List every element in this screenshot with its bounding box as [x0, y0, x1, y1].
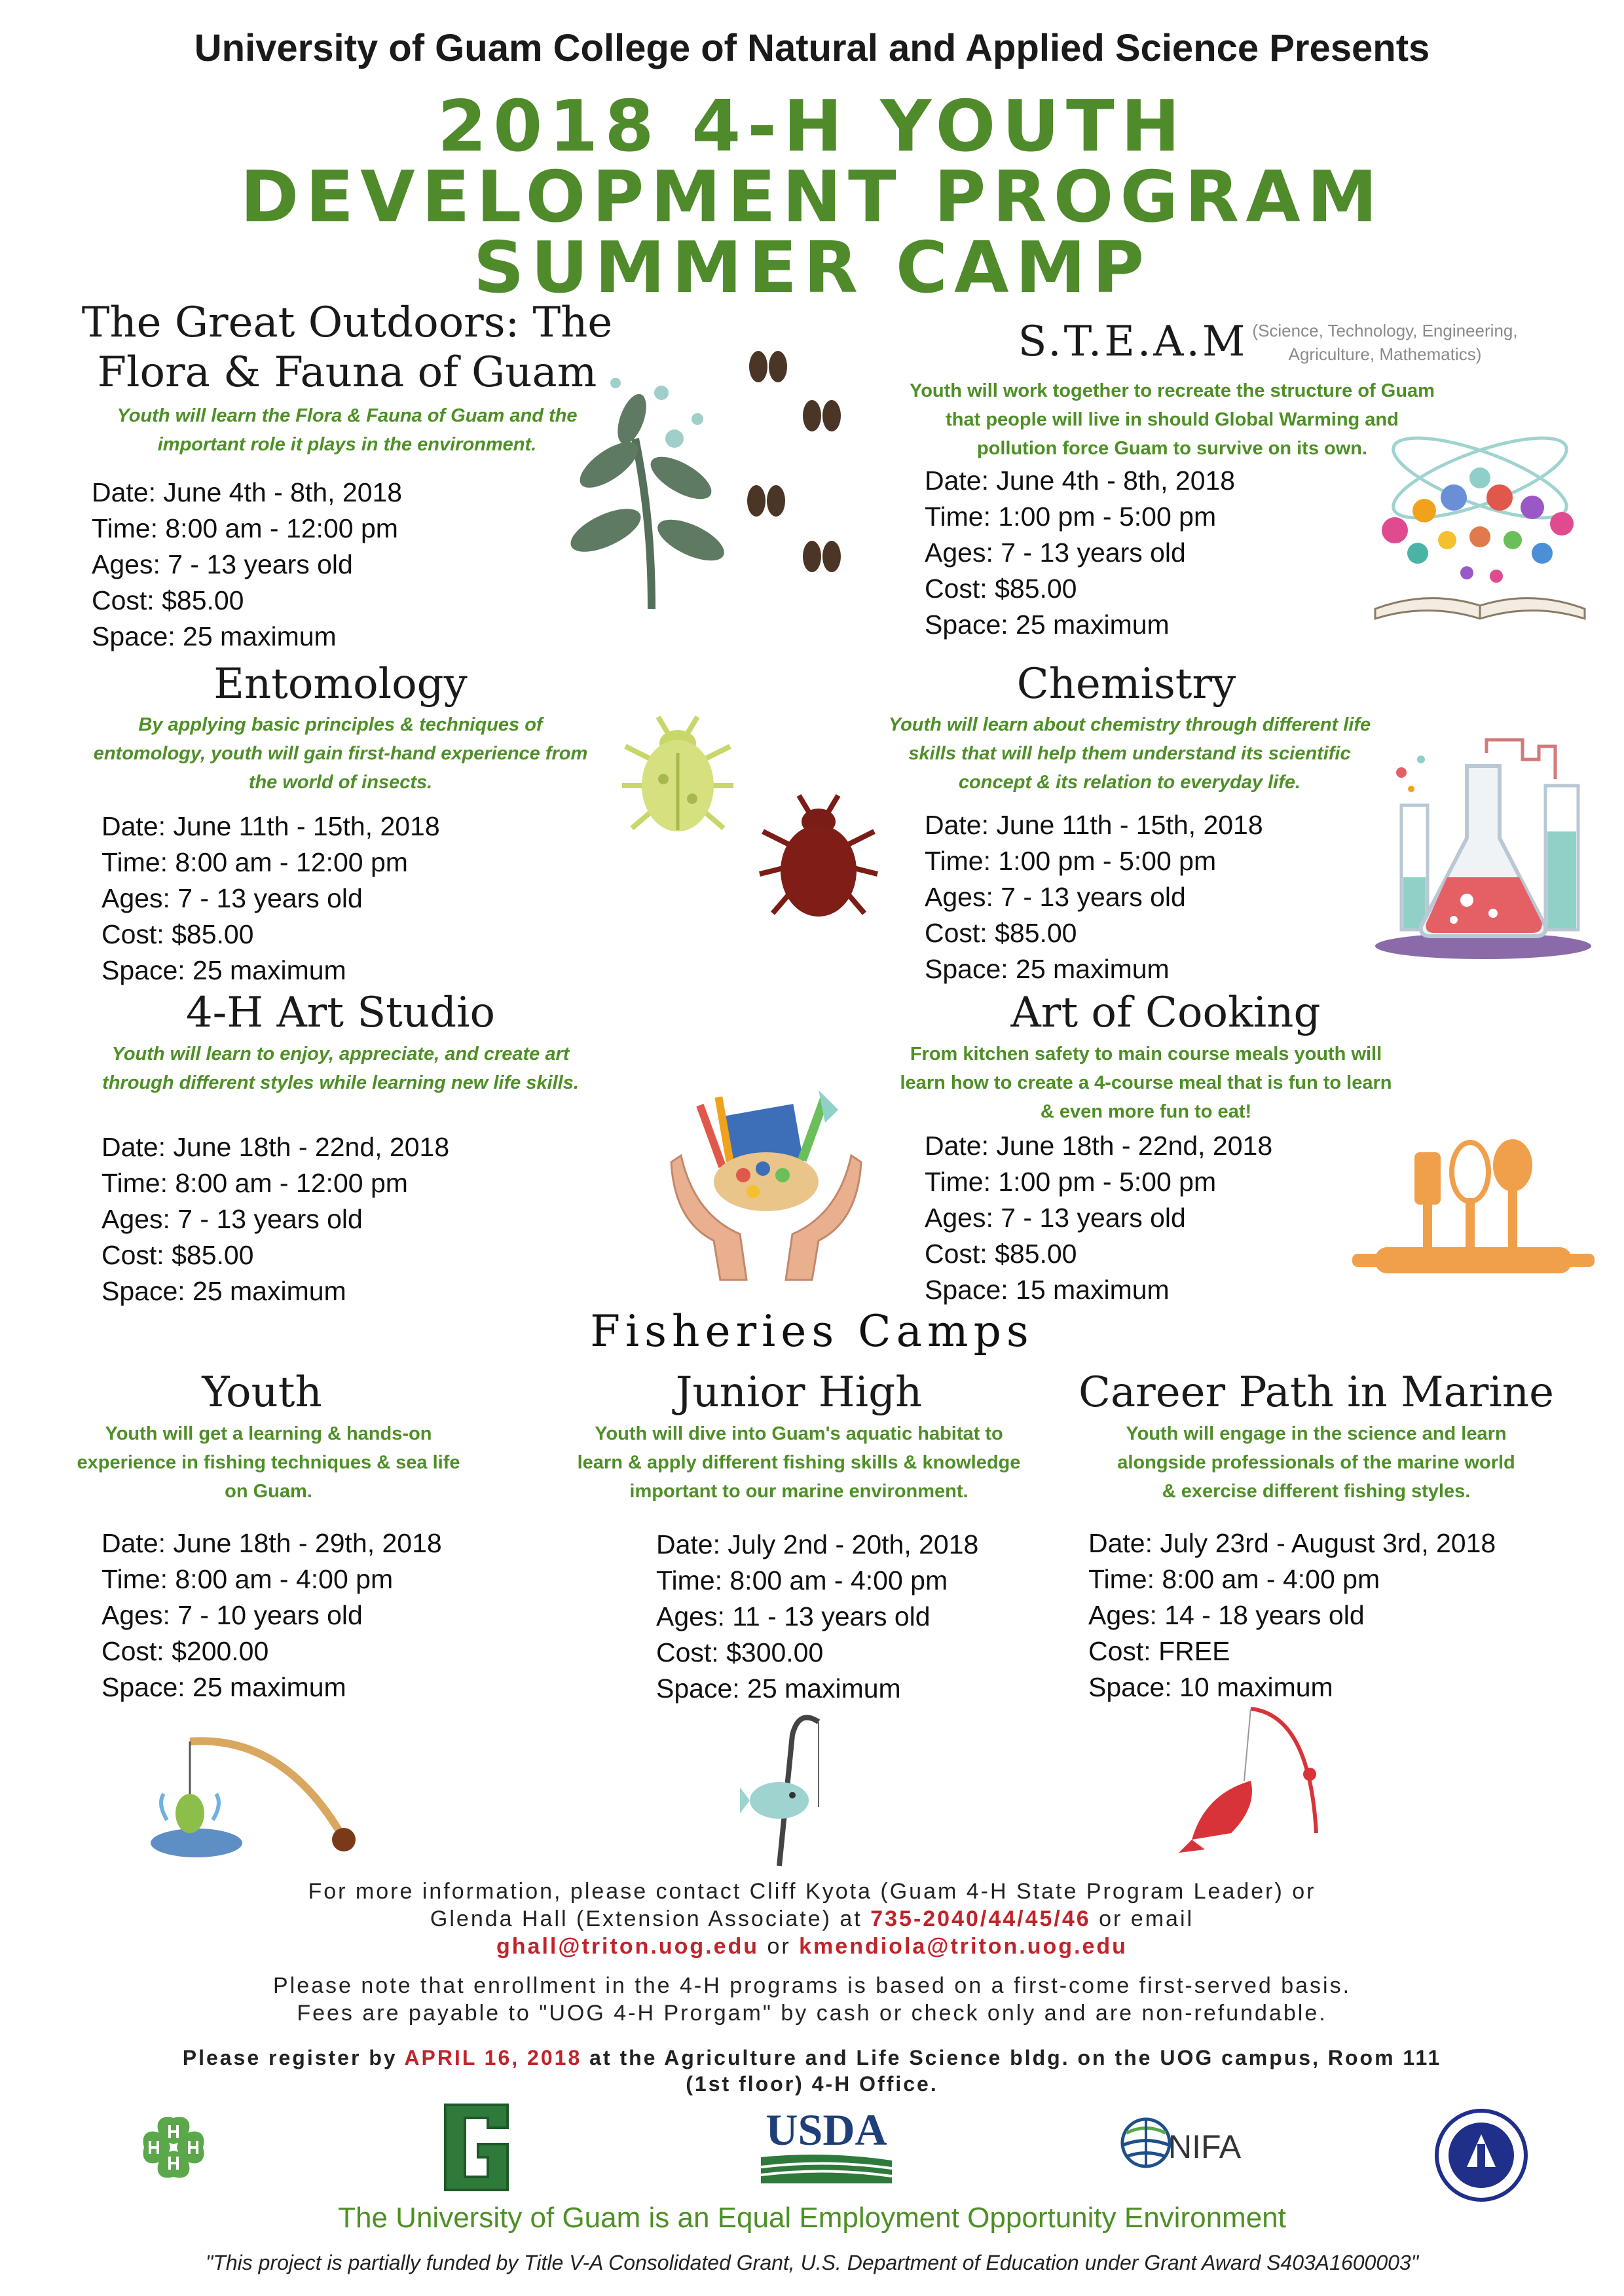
fish-on-hook-icon	[740, 1709, 851, 1872]
cooking-space: Space: 15 maximum	[925, 1275, 1170, 1305]
contact-line-2-text: Glenda Hall (Extension Associate) at	[430, 1906, 871, 1931]
art-time: Time: 8:00 am - 12:00 pm	[101, 1168, 408, 1198]
steam-desc-line-1: Youth will work together to recreate the structure of Guam	[910, 380, 1435, 401]
career-ages: Ages: 14 - 18 years old	[1088, 1600, 1365, 1630]
chemistry-desc-line-3: concept & its relation to everyday life.	[958, 772, 1301, 793]
usda-logo	[761, 2107, 892, 2185]
chemistry-desc-line-1: Youth will learn about chemistry through different life	[888, 714, 1371, 735]
kitchen-utensils-icon	[1349, 1126, 1598, 1290]
art-description	[39, 1040, 642, 1097]
junior-ages: Ages: 11 - 13 years old	[656, 1601, 931, 1631]
contact-line-2-suffix: or email	[1090, 1906, 1194, 1931]
chemistry-cost: Cost: $85.00	[925, 918, 1077, 948]
chemistry-info	[925, 807, 1263, 987]
chemistry-ages: Ages: 7 - 13 years old	[925, 882, 1186, 912]
notes-line-2: Fees are payable to "UOG 4-H Prorgam" by cash or check only and are non-refundable.	[297, 2001, 1327, 2026]
junior-time: Time: 8:00 am - 4:00 pm	[656, 1565, 948, 1595]
youth-ages: Ages: 7 - 10 years old	[101, 1600, 363, 1630]
junior-desc-line-3: important to our marine environment.	[629, 1481, 969, 1502]
cooking-title: Art of Cooking	[1010, 989, 1321, 1037]
outdoors-space: Space: 25 maximum	[92, 621, 337, 651]
cooking-time: Time: 1:00 pm - 5:00 pm	[925, 1167, 1217, 1197]
register-post: at the Agriculture and Life Science bldg. on the UOG campus, Room 111	[581, 2046, 1442, 2069]
junior-info	[656, 1527, 978, 1707]
entomology-desc-line-2: entomology, youth will gain first-hand experience from	[93, 743, 588, 764]
title-line-2: DEVELOPMENT PROGRAM	[240, 156, 1384, 238]
fishing-rod-splash-icon	[151, 1722, 386, 1866]
youth-desc-line-1: Youth will get a learning & hands-on	[105, 1423, 432, 1444]
junior-space: Space: 25 maximum	[656, 1673, 901, 1704]
4h-clover-logo	[128, 2102, 219, 2193]
fisheries-title: Fisheries Camps	[590, 1306, 1034, 1357]
outdoors-desc-line-2: important role it plays in the environment.	[157, 434, 537, 455]
cooking-info	[925, 1128, 1272, 1308]
youth-date: Date: June 18th - 29th, 2018	[101, 1528, 442, 1558]
youth-desc-line-2: experience in fishing techniques & sea life	[77, 1452, 460, 1473]
outdoors-desc-line-1: Youth will learn the Flora & Fauna of Guam and the	[117, 405, 578, 426]
art-date: Date: June 18th - 22nd, 2018	[101, 1132, 450, 1162]
outdoors-time: Time: 8:00 am - 12:00 pm	[92, 513, 398, 543]
chemistry-date: Date: June 11th - 15th, 2018	[925, 810, 1263, 840]
chemistry-time: Time: 1:00 pm - 5:00 pm	[925, 846, 1217, 876]
red-fish-rod-icon	[1179, 1702, 1329, 1853]
steam-note-line-1: (Science, Technology, Engineering,	[1252, 321, 1518, 340]
register-deadline: APRIL 16, 2018	[404, 2046, 582, 2069]
career-time: Time: 8:00 am - 4:00 pm	[1088, 1564, 1380, 1594]
entomology-cost: Cost: $85.00	[101, 919, 254, 949]
career-info	[1088, 1525, 1496, 1705]
cooking-desc-line-1: From kitchen safety to main course meals youth will	[910, 1044, 1382, 1065]
entomology-date: Date: June 11th - 15th, 2018	[101, 811, 440, 841]
career-date: Date: July 23rd - August 3rd, 2018	[1088, 1528, 1496, 1558]
contact-line-1: For more information, please contact Cliff Kyota (Guam 4-H State Program Leader) or	[308, 1879, 1316, 1904]
youth-info	[101, 1525, 442, 1705]
youth-cost: Cost: $200.00	[101, 1636, 269, 1666]
usda-field-icon	[761, 2154, 892, 2183]
steam-date: Date: June 4th - 8th, 2018	[925, 465, 1236, 496]
junior-title: Junior High	[675, 1368, 923, 1417]
steam-space: Space: 25 maximum	[925, 610, 1170, 640]
entomology-desc-line-3: the world of insects.	[248, 772, 433, 793]
contact-or: or	[759, 1934, 800, 1959]
art-title: 4-H Art Studio	[185, 989, 496, 1037]
steam-title: S.T.E.A.M	[1018, 318, 1248, 366]
youth-space: Space: 25 maximum	[101, 1672, 346, 1702]
title-line-1: 2018 4-H YOUTH	[437, 86, 1187, 168]
outdoors-date: Date: June 4th - 8th, 2018	[92, 477, 403, 507]
junior-desc-line-2: learn & apply different fishing skills & knowledge	[577, 1452, 1021, 1473]
contact-line-3	[0, 1933, 1624, 1960]
art-desc-line-2: through different styles while learning new life skills.	[102, 1072, 579, 1093]
career-desc-line-1: Youth will engage in the science and learn	[1126, 1423, 1507, 1444]
youth-description	[33, 1419, 504, 1506]
art-desc-line-1: Youth will learn to enjoy, appreciate, and create art	[111, 1044, 570, 1065]
uog-g-logo	[439, 2098, 514, 2196]
cooking-ages: Ages: 7 - 13 years old	[925, 1203, 1186, 1233]
entomology-space: Space: 25 maximum	[101, 955, 346, 985]
outdoors-title-line-1: The Great Outdoors: The	[81, 299, 613, 347]
steam-desc-line-3: pollution force Guam to survive on its own.	[976, 438, 1368, 459]
outdoors-cost: Cost: $85.00	[92, 585, 244, 615]
career-description	[1061, 1419, 1572, 1506]
register-pre: Please register by	[182, 2046, 405, 2069]
contact-phone[interactable]: 735-2040/44/45/46	[870, 1906, 1091, 1931]
art-info	[101, 1129, 449, 1309]
contact-block	[0, 1878, 1624, 1960]
entomology-desc-line-1: By applying basic principles & techniques of	[138, 714, 543, 735]
presenter-line: University of Guam College of Natural and Applied Science Presents	[194, 27, 1430, 69]
nifa-logo	[1120, 2107, 1244, 2185]
chemistry-description	[851, 710, 1408, 797]
chemistry-flask-icon	[1375, 740, 1591, 962]
register-line-1	[39, 2045, 1585, 2071]
chemistry-title: Chemistry	[1016, 660, 1236, 708]
entomology-time: Time: 8:00 am - 12:00 pm	[101, 847, 408, 877]
outdoors-info	[92, 475, 402, 655]
entomology-description	[39, 710, 642, 797]
funding-statement: "This project is partially funded by Title V-A Consolidated Grant, U.S. Department of Education under Grant Award S403A1600003"	[205, 2251, 1419, 2274]
science-book-icon	[1369, 432, 1591, 629]
steam-desc-line-2: that people will live in should Global Warming and	[946, 409, 1399, 430]
outdoors-title-line-2: Flora & Fauna of Guam	[97, 348, 597, 397]
steam-note-line-2: Agriculture, Mathematics)	[1288, 344, 1482, 364]
cooking-desc-line-2: learn how to create a 4-course meal that is fun to learn	[900, 1072, 1392, 1093]
contact-email-kmendiola[interactable]: kmendiola@triton.uog.edu	[799, 1934, 1128, 1959]
career-title: Career Path in Marine	[1079, 1368, 1554, 1417]
red-beetle-icon	[753, 792, 884, 923]
cooking-date: Date: June 18th - 22nd, 2018	[925, 1131, 1273, 1161]
nifa-globe-icon	[1120, 2107, 1172, 2179]
steam-note	[1238, 319, 1532, 366]
art-cost: Cost: $85.00	[101, 1240, 254, 1270]
cooking-cost: Cost: $85.00	[925, 1239, 1077, 1269]
art-ages: Ages: 7 - 13 years old	[101, 1204, 363, 1234]
chemistry-desc-line-2: skills that will help them understand its scientific	[908, 743, 1351, 764]
steam-cost: Cost: $85.00	[925, 574, 1077, 604]
art-supplies-hands-icon	[668, 1084, 864, 1280]
outdoors-description	[39, 401, 655, 459]
chemistry-space: Space: 25 maximum	[925, 954, 1170, 984]
nifa-logo-text: NIFA	[1168, 2128, 1242, 2165]
steam-ages: Ages: 7 - 13 years old	[925, 538, 1186, 568]
contact-email-ghall[interactable]: ghall@triton.uog.edu	[496, 1934, 760, 1959]
youth-title: Youth	[202, 1368, 322, 1417]
entomology-info	[101, 809, 440, 989]
youth-desc-line-3: on Guam.	[225, 1481, 312, 1502]
steam-time: Time: 1:00 pm - 5:00 pm	[925, 501, 1217, 532]
career-space: Space: 10 maximum	[1088, 1672, 1333, 1702]
junior-description	[537, 1419, 1061, 1506]
career-desc-line-3: & exercise different fishing styles.	[1162, 1481, 1471, 1502]
contact-line-2	[0, 1905, 1624, 1933]
entomology-ages: Ages: 7 - 13 years old	[101, 883, 363, 913]
outdoors-ages: Ages: 7 - 13 years old	[92, 549, 353, 579]
notes-block	[0, 1972, 1624, 2027]
entomology-title: Entomology	[213, 660, 468, 708]
junior-date: Date: July 2nd - 20th, 2018	[656, 1529, 979, 1559]
green-bug-icon	[612, 714, 743, 838]
junior-desc-line-1: Youth will dive into Guam's aquatic habitat to	[595, 1423, 1003, 1444]
register-block	[39, 2045, 1585, 2097]
plant-footprints-icon	[576, 340, 864, 615]
register-line-2: (1st floor) 4-H Office.	[686, 2072, 938, 2096]
career-desc-line-2: alongside professionals of the marine world	[1117, 1452, 1515, 1473]
title-line-3: SUMMER CAMP	[473, 227, 1151, 309]
notes-line-1: Please note that enrollment in the 4-H programs is based on a first-come first-served basis.	[272, 1973, 1352, 1998]
us-department-of-education-seal	[1434, 2108, 1529, 2203]
cooking-desc-line-3: & even more fun to eat!	[1040, 1101, 1252, 1122]
career-cost: Cost: FREE	[1088, 1636, 1230, 1666]
outdoors-title	[39, 298, 655, 397]
usda-logo-text: USDA	[766, 2105, 887, 2155]
cooking-description	[851, 1040, 1441, 1126]
junior-cost: Cost: $300.00	[656, 1637, 824, 1667]
steam-info	[925, 463, 1235, 643]
art-space: Space: 25 maximum	[101, 1276, 346, 1306]
eeo-statement: The University of Guam is an Equal Employment Opportunity Environment	[338, 2202, 1286, 2234]
youth-time: Time: 8:00 am - 4:00 pm	[101, 1564, 394, 1594]
